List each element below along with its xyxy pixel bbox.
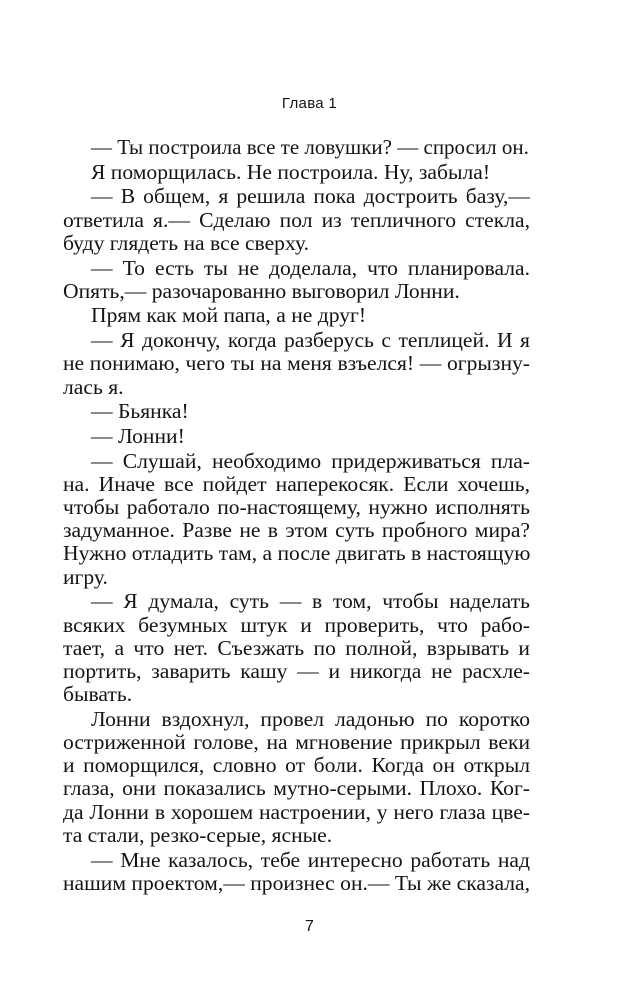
text-line: тает, а что нет. Съезжать по полной, взрывать и [63,635,530,660]
text-line: портить, заварить кашу — и никогда не расхле- [63,658,530,683]
text-line: ответила я.— Сделаю пол из тепличного стекла, [63,207,530,232]
body-text [63,136,530,895]
text-line: бывать. [63,682,133,707]
text-line: Я поморщилась. Не построила. Ну, забыла! [91,159,491,184]
text-line: Лонни вздохнул, провел ладонью по коротко [91,706,530,731]
text-line: не понимаю, чего ты на меня взъелся! — огрызну- [63,351,530,376]
running-header: Глава 1 [281,95,338,112]
text-line: — Ты построила все те ловушки? — спросил он. [91,135,529,159]
text-line: та стали, резко-серые, ясные. [63,822,333,847]
text-line: — В общем, я решила пока достроить базу,— [91,184,530,209]
text-line: остриженной голове, на мгновение прикрыл веки [63,730,530,755]
page-number: 7 [305,918,314,935]
text-line: чтобы работало по-настоящему, нужно исполнять [63,495,530,520]
text-line: нашим проектом,— произнес он.— Ты же сказала, [63,870,530,895]
text-line: — Слушай, необходимо придерживаться пла- [91,448,530,473]
text-line: — Лонни! [91,423,185,448]
text-line: — Бьянка! [91,399,189,424]
text-line: игру. [63,564,108,589]
text-line: Прям как мой папа, а не друг! [91,303,367,328]
text-line: на. Иначе все пойдет наперекосяк. Если хочешь, [63,471,530,496]
text-line: задуманное. Разве не в этом суть пробного мира? [63,518,530,543]
text-line: — Я докончу, когда разберусь с теплицей. И я [91,328,530,353]
text-line: Нужно отладить там, а после двигать в настоящую [63,541,531,566]
text-line: буду глядеть на все сверху. [63,230,309,255]
text-line: и поморщился, словно от боли. Когда он открыл [63,753,530,778]
text-line: глаза, они показались мутно-серыми. Плохо. Ког- [63,776,530,801]
text-line: — Я думала, суть — в том, чтобы наделать [91,589,530,614]
text-line: Опять,— разочарованно выговорил Лонни. [63,278,460,303]
text-line: лась я. [63,374,124,399]
text-line: — То есть ты не доделала, что планировала. [91,255,530,280]
text-line: всяких безумных штук и проверить, что рабо- [63,612,530,637]
text-line: да Лонни в хорошем настроении, у него глаза цве- [63,799,530,824]
text-line: — Мне казалось, тебе интересно работать над [91,847,530,872]
